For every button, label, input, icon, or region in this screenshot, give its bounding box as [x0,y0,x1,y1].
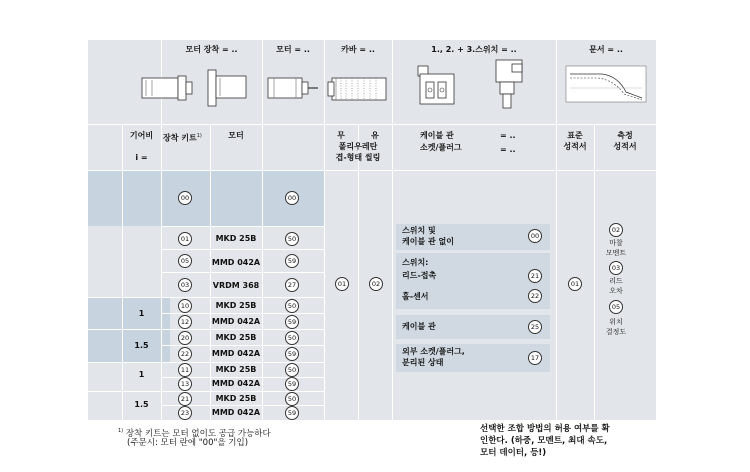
header-motor: 모터 = .. [276,45,310,54]
doc-m3-l2: 결정도 [605,328,627,336]
row6-kit: 20 [178,331,192,345]
header-switches: 1., 2. + 3.스위치 = .. [431,45,517,54]
switch-opt2-line1: 스위치: [402,258,429,267]
col-cover-desc2: 겹-형태 씰링 [335,153,381,162]
switch-illustration-left [414,62,460,110]
doc-m3-code: 05 [609,300,623,314]
switch-opt2-line2: 리드-접촉 [402,271,437,280]
doc-m2-code: 03 [609,261,623,275]
row11-code: 59 [285,406,299,420]
row8-kit: 11 [178,363,192,377]
col-cover-none: 무 [337,131,345,140]
switch-opt4-code: 17 [528,351,542,365]
row5-motor: MMD 042A [211,317,261,326]
row4-kit: 10 [178,299,192,313]
header-cover: 카바 = .. [341,45,375,54]
switch-opt3-line1: 케이블 관 [402,322,436,331]
switch-opt2-line3: 홀-센서 [402,292,429,301]
doc-m1-code: 02 [609,223,623,237]
switch-illustration-right [492,58,532,112]
gear-ratio-1a: 1 [138,309,145,318]
col-eq1: = .. [500,131,516,140]
col-cable-duct: 케이블 관 [420,131,454,140]
row7-code: 59 [285,347,299,361]
row4-motor: MKD 25B [215,301,257,310]
row7-kit: 22 [178,347,192,361]
row1-motor: MKD 25B [215,234,257,243]
col-cover-with: 유 [371,131,379,140]
row9-motor: MMD 042A [211,379,261,388]
row10-code: 50 [285,392,299,406]
row0-kit-code: 00 [178,191,192,205]
row1-code: 50 [285,232,299,246]
gear-ratio-15a: 1.5 [134,341,149,350]
col-meas-cert2: 성적서 [613,142,637,151]
cover-none-code: 01 [335,277,349,291]
row6-code: 50 [285,331,299,345]
col-std-cert2: 성적서 [563,142,587,151]
doc-m3-l1: 위치 [609,318,623,326]
row5-kit: 12 [178,315,192,329]
switch-opt2-code-b: 22 [528,289,542,303]
header-documents: 문서 = .. [589,45,623,54]
note-line3: 모터 데이터, 등!) [480,448,547,458]
header-motor-mount: 모터 장착 = .. [185,45,238,54]
col-std-cert1: 표준 [567,131,583,140]
gear-ratio-1b: 1 [138,370,145,379]
col-gear-ratio-i: i = [135,153,148,162]
row3-code: 27 [285,278,299,292]
row3-motor: VRDM 368 [212,281,260,290]
switch-opt2-code-a: 21 [528,269,542,283]
col-eq2: = .. [500,145,516,154]
row4-code: 50 [285,299,299,313]
row2-motor: MMD 042A [211,258,261,267]
cover-illustration [326,72,390,106]
doc-standard-code: 01 [568,277,582,291]
row8-motor: MKD 25B [215,365,257,374]
footnote-line2: (주문시: 모터 란에 "00"을 기입) [127,438,249,448]
row9-code: 59 [285,377,299,391]
row11-motor: MMD 042A [211,408,261,417]
col-gear-ratio: 기어비 [129,131,154,140]
row11-kit: 23 [178,406,192,420]
mount-kit-illustration [140,66,260,110]
col-motor: 모터 [228,131,244,140]
col-cover-desc1: 폴리우레탄 [338,142,378,151]
note-line1: 선택한 조합 방법의 허용 여부를 확 [480,424,610,434]
row6-motor: MKD 25B [215,333,257,342]
doc-m1-l1: 마찰 [609,239,623,247]
note-line2: 인한다. (하중, 모멘트, 최대 속도, [480,436,608,446]
col-socket-plug: 소켓/플러그 [420,143,462,152]
switch-opt4-line1: 외부 소켓/플러그, [402,347,465,356]
motor-illustration [266,76,322,102]
row3-kit: 03 [178,278,192,292]
switch-opt1-line2: 케이블 관 없이 [402,237,454,246]
row8-code: 50 [285,363,299,377]
gear-ratio-15b: 1.5 [134,400,149,409]
row10-motor: MKD 25B [215,394,257,403]
switch-opt4-line2: 분리된 상태 [402,358,444,367]
doc-m2-l2: 오차 [609,287,623,295]
row10-kit: 21 [178,392,192,406]
cover-with-code: 02 [369,277,383,291]
document-chart-illustration [564,64,650,106]
switch-opt1-code: 00 [528,229,542,243]
row0-motor-code: 00 [285,191,299,205]
col-mount-kit: 장착 키트$^{1)}$ [163,133,202,143]
doc-m1-l2: 모멘트 [605,249,627,257]
doc-m2-l1: 리드 [609,277,623,285]
switch-opt3-code: 25 [528,320,542,334]
col-meas-cert1: 측정 [617,131,633,140]
row5-code: 59 [285,315,299,329]
switch-opt1-line1: 스위치 및 [402,226,436,235]
row2-code: 59 [285,254,299,268]
footnote-line1: $^{1)}$ 장착 키트는 모터 없이도 공급 가능하다 [118,428,271,439]
row7-motor: MMD 042A [211,349,261,358]
row9-kit: 13 [178,377,192,391]
row1-kit: 01 [178,232,192,246]
row2-kit: 05 [178,254,192,268]
